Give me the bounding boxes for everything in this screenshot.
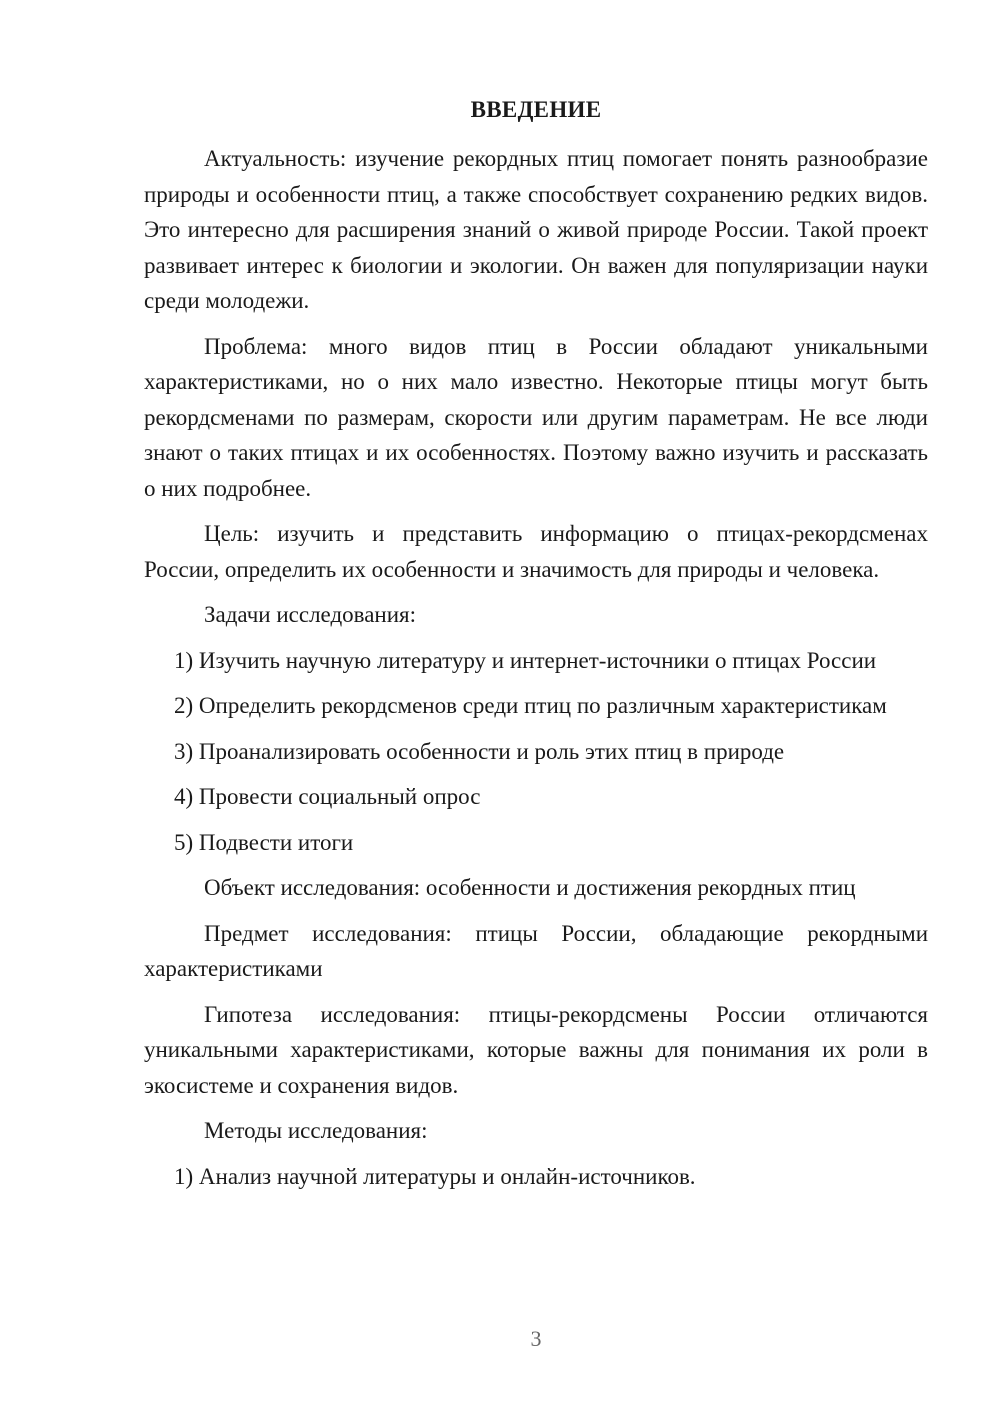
paragraph-relevance: Актуальность: изучение рекордных птиц помогает понять разнообразие природы и особенности птиц, а также способствует сохранению редких видов. Это интересно для расширения знаний о живой природе России. Такой проект развивает интерес к биологии и экологии. Он важен для популяризации науки среди молодежи. — [144, 146, 928, 313]
task-item-4: 4) Провести социальный опрос — [174, 784, 481, 809]
task-item-1: 1) Изучить научную литературу и интернет-источники о птицах России — [174, 647, 877, 673]
paragraph-problem: Проблема: много видов птиц в России обладают уникальными характеристиками, но о них мало известно. Некоторые птицы могут быть рекордсменами по размерам, скорости или другим параметрам. Не все люди знают о таких птицах и их особенностях. Поэтому важно изучить и рассказать о них подробнее. — [144, 333, 928, 501]
document-page — [144, 0, 928, 1414]
task-item-5: 5) Подвести итоги — [174, 829, 354, 855]
page-number: 3 — [530, 1326, 542, 1351]
paragraph-hypothesis: Гипотеза исследования: птицы-рекордсмены России отличаются уникальными характеристиками, которые важны для понимания их роли в экосистеме и сохранения видов. — [144, 1001, 928, 1098]
paragraph-subject: Предмет исследования: птицы России, обладающие рекордными характеристиками — [144, 920, 928, 981]
paragraph-goal: Цель: изучить и представить информацию о птицах-рекордсменах России, определить их особенности и значимость для природы и человека. — [144, 521, 928, 582]
tasks-heading: Задачи исследования: — [204, 602, 417, 627]
document-body — [144, 141, 928, 1204]
task-item-2: 2) Определить рекордсменов среди птиц по различным характеристикам — [174, 693, 887, 718]
method-item-1: 1) Анализ научной литературы и онлайн-источников. — [174, 1163, 696, 1189]
page-title: ВВЕДЕНИЕ — [470, 97, 602, 122]
paragraph-object: Объект исследования: особенности и достижения рекордных птиц — [204, 875, 856, 900]
methods-heading: Методы исследования: — [204, 1118, 428, 1143]
task-item-3: 3) Проанализировать особенности и роль этих птиц в природе — [174, 738, 785, 764]
